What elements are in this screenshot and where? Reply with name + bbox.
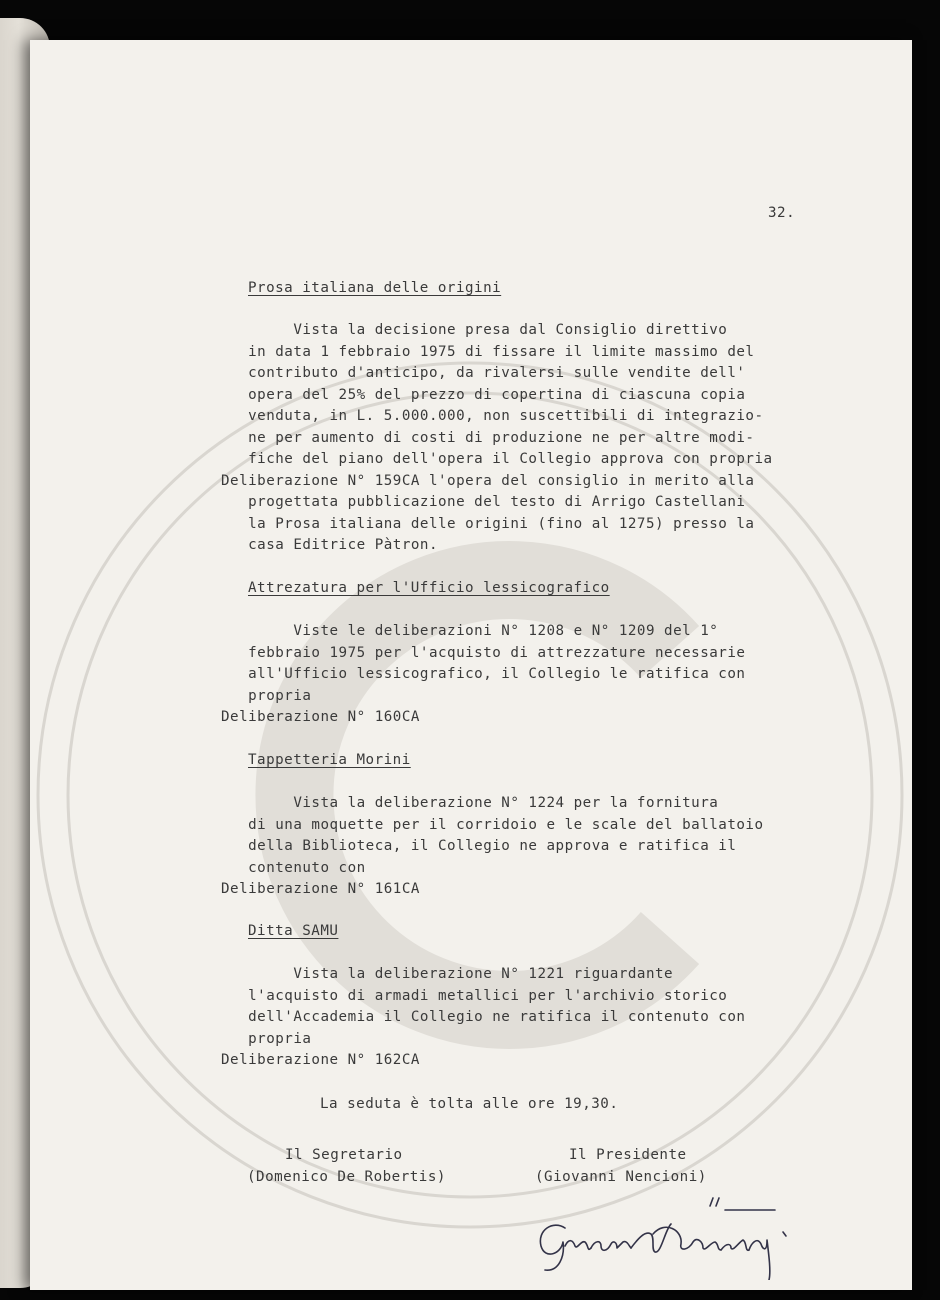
president-title: Il Presidente	[569, 1147, 687, 1163]
text-line: fiche del piano dell'opera il Collegio approva con propria	[221, 451, 773, 467]
text-line: Deliberazione N° 161CA	[221, 881, 420, 897]
text-line: ne per aumento di costi di produzione ne per altre modi-	[221, 429, 755, 446]
paragraph-samu	[221, 964, 745, 1072]
text-line: opera del 25% del prezzo di copertina di ciascuna copia	[221, 386, 746, 403]
text-line: in data 1 febbraio 1975 di fissare il limite massimo del	[221, 343, 755, 360]
section-heading-tappetteria: Tappetteria Morini	[248, 752, 411, 768]
text-line: Viste le deliberazioni N° 1208 e N° 1209 del 1°	[221, 623, 719, 639]
secretary-name: (Domenico De Robertis)	[247, 1169, 446, 1185]
text-line: Vista la deliberazione N° 1224 per la fornitura	[221, 795, 719, 811]
text-line: Deliberazione N° 159CA l'opera del consiglio in merito alla	[221, 472, 755, 489]
text-line: casa Editrice Pàtron.	[221, 537, 438, 553]
president-name: (Giovanni Nencioni)	[535, 1169, 707, 1185]
text-line: Deliberazione N° 162CA	[221, 1052, 420, 1068]
document-page	[30, 40, 912, 1290]
text-line: venduta, in L. 5.000.000, non suscettibili di integrazio-	[221, 408, 764, 424]
text-line: dell'Accademia il Collegio ne ratifica il contenuto con	[221, 1009, 746, 1025]
text-line: febbraio 1975 per l'acquisto di attrezzature necessarie	[221, 644, 746, 661]
text-line: l'acquisto di armadi metallici per l'archivio storico	[221, 987, 728, 1004]
text-line: progettata pubblicazione del testo di Arrigo Castellani	[221, 494, 746, 510]
text-line: Deliberazione N° 160CA	[221, 709, 420, 725]
text-line: della Biblioteca, il Collegio ne approva e ratifica il	[221, 838, 737, 854]
text-line: Vista la deliberazione N° 1221 riguardante	[221, 966, 674, 982]
section-heading-attrezzatura: Attrezatura per l'Ufficio lessicografico	[248, 580, 610, 596]
text-line: propria	[221, 687, 312, 704]
text-line: propria	[221, 1030, 312, 1047]
text-line: all'Ufficio lessicografico, il Collegio le ratifica con	[221, 666, 746, 682]
text-line: contributo d'anticipo, da rivalersi sulle vendite dell'	[221, 365, 746, 381]
secretary-title: Il Segretario	[285, 1147, 403, 1163]
text-line: la Prosa italiana delle origini (fino al 1275) presso la	[221, 515, 755, 532]
paragraph-attrezzatura	[221, 621, 745, 729]
text-line: contenuto con	[221, 859, 366, 876]
section-heading-prosa: Prosa italiana delle origini	[248, 280, 502, 296]
paragraph-prosa	[221, 320, 773, 557]
closing-line: La seduta è tolta alle ore 19,30.	[320, 1096, 619, 1112]
section-heading-samu: Ditta SAMU	[248, 923, 339, 939]
page-number: 32.	[768, 205, 796, 221]
handwritten-signature-icon	[505, 1180, 805, 1280]
text-line: di una moquette per il corridoio e le scale del ballatoio	[221, 816, 764, 833]
text-line: Vista la decisione presa dal Consiglio direttivo	[221, 322, 728, 338]
paragraph-tappetteria	[221, 793, 764, 901]
